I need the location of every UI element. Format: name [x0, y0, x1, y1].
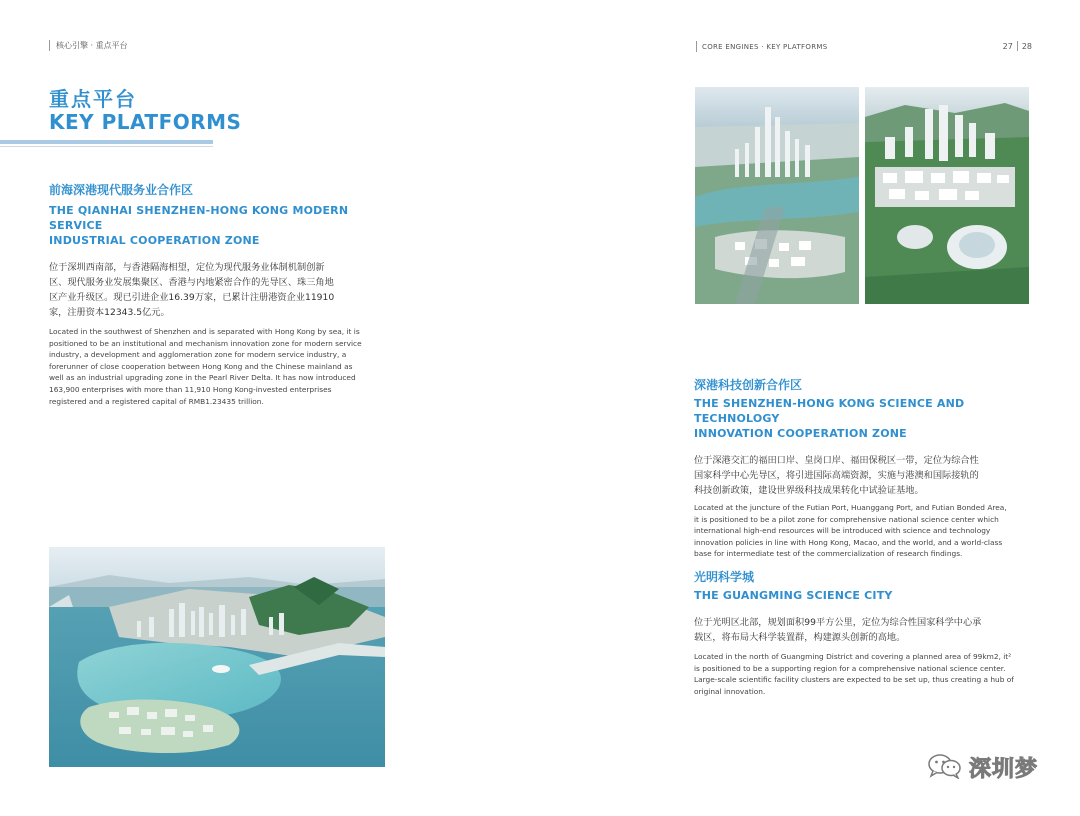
- page-number-divider: [1017, 41, 1018, 51]
- header-divider: [49, 40, 50, 51]
- watermark: [927, 752, 1038, 783]
- qianhai-title-en-line2: INDUSTRIAL COOPERATION ZONE: [49, 234, 260, 247]
- text-line: international high-end resources will be introduced with science and technology: [694, 526, 991, 536]
- text-line: 区、现代服务业发展集聚区、香港与内地紧密合作的先导区、珠三角地: [49, 277, 334, 288]
- right-header: [696, 41, 827, 52]
- page-title-zh: 重点平台: [49, 87, 137, 111]
- text-line: forerunner of close cooperation between Hong Kong and the Chinese mainland as: [49, 361, 353, 371]
- header-divider: [696, 41, 697, 52]
- science-tech-body-zh: [694, 453, 1034, 498]
- left-header: [49, 40, 128, 51]
- text-line: Large-scale scientific facility clusters are expected to be set up, thus creating a hub of: [694, 675, 1014, 685]
- science-tech-section: [694, 376, 1034, 560]
- right-page: [540, 0, 1080, 816]
- page-number-left: 27: [1002, 41, 1013, 51]
- page-number-right: 28: [1021, 41, 1032, 51]
- science-tech-title-zh: 深港科技创新合作区: [694, 378, 803, 392]
- text-line: 位于深圳西南部，与香港隔海相望，定位为现代服务业体制机制创新: [49, 262, 325, 273]
- wechat-icon: [927, 753, 963, 783]
- guangming-aerial-photo: [865, 87, 1029, 304]
- guangming-body-en: [694, 651, 1034, 697]
- guangming-section: [694, 568, 1034, 697]
- text-line: it is positioned to be a pilot zone for comprehensive national science center which: [694, 514, 999, 524]
- qianhai-body-zh: [49, 260, 389, 320]
- text-line: Located in the north of Guangming District and covering a planned area of 99km2, it²: [694, 652, 1012, 661]
- science-tech-title-en-line2: INNOVATION COOPERATION ZONE: [694, 427, 907, 440]
- qianhai-title-zh: 前海深港现代服务业合作区: [49, 183, 194, 197]
- text-line: well as an industrial upgrading zone in the Pearl River Delta. It has now introduced: [49, 373, 356, 383]
- title-rule: [0, 140, 213, 144]
- qianhai-title-en-line1: THE QIANHAI SHENZHEN-HONG KONG MODERN SERVICE: [49, 204, 349, 232]
- text-line: base for intermediate test of the commercialization of research findings.: [694, 549, 963, 559]
- qianhai-body-en: [49, 326, 389, 407]
- text-line: Located at the juncture of the Futian Port, Huanggang Port, and Futian Bonded Area,: [694, 503, 1007, 512]
- text-line: original innovation.: [694, 686, 766, 696]
- page-numbers: [1003, 41, 1032, 51]
- text-line: 位于深港交汇的福田口岸、皇岗口岸、福田保税区一带，定位为综合性: [694, 455, 979, 466]
- watermark-text: 深圳梦: [969, 757, 1039, 782]
- page-title-en: KEY PLATFORMS: [49, 110, 242, 134]
- guangming-body-zh: [694, 615, 1034, 645]
- text-line: 163,900 enterprises with more than 11,910 Hong Kong-invested enterprises: [49, 384, 332, 394]
- right-header-text: CORE ENGINES · KEY PLATFORMS: [702, 42, 828, 51]
- title-rule-thin: [0, 146, 213, 147]
- qianhai-section: [49, 181, 389, 407]
- qianhai-aerial-photo: [49, 547, 385, 767]
- text-line: innovation policies in line with Hong Kong, Macao, and the world, and a world-class: [694, 537, 1003, 547]
- text-line: positioned to be an institutional and mechanism innovation zone for modern service: [49, 338, 362, 348]
- text-line: industry, a development and agglomeration zone for modern service industry, a: [49, 350, 347, 360]
- left-header-text: 核心引擎 · 重点平台: [56, 41, 128, 50]
- text-line: 区产业升级区。现已引进企业16.39万家，已累计注册港资企业11910: [49, 292, 335, 303]
- guangming-title-zh: 光明科学城: [694, 570, 755, 584]
- text-line: 家，注册资本12343.5亿元。: [49, 307, 170, 318]
- text-line: 科技创新政策，建设世界级科技成果转化中试验证基地。: [694, 485, 924, 496]
- shenzhen-hk-aerial-photo: [695, 87, 859, 304]
- text-line: 载区，将布局大科学装置群，构建源头创新的高地。: [694, 632, 906, 643]
- science-tech-title-en-line1: THE SHENZHEN-HONG KONG SCIENCE AND TECHNOLOGY: [694, 397, 965, 425]
- text-line: 位于光明区北部，规划面积99平方公里，定位为综合性国家科学中心承: [694, 617, 982, 628]
- guangming-title-en: THE GUANGMING SCIENCE CITY: [694, 589, 893, 602]
- text-line: Located in the southwest of Shenzhen and is separated with Hong Kong by sea, it is: [49, 327, 360, 336]
- text-line: registered and a registered capital of RMB1.23435 trillion.: [49, 396, 264, 406]
- text-line: 国家科学中心先导区，将引进国际高端资源，实施与港澳和国际接轨的: [694, 470, 979, 481]
- text-line: is positioned to be a supporting region for a comprehensive national science center.: [694, 663, 1006, 673]
- science-tech-body-en: [694, 502, 1034, 560]
